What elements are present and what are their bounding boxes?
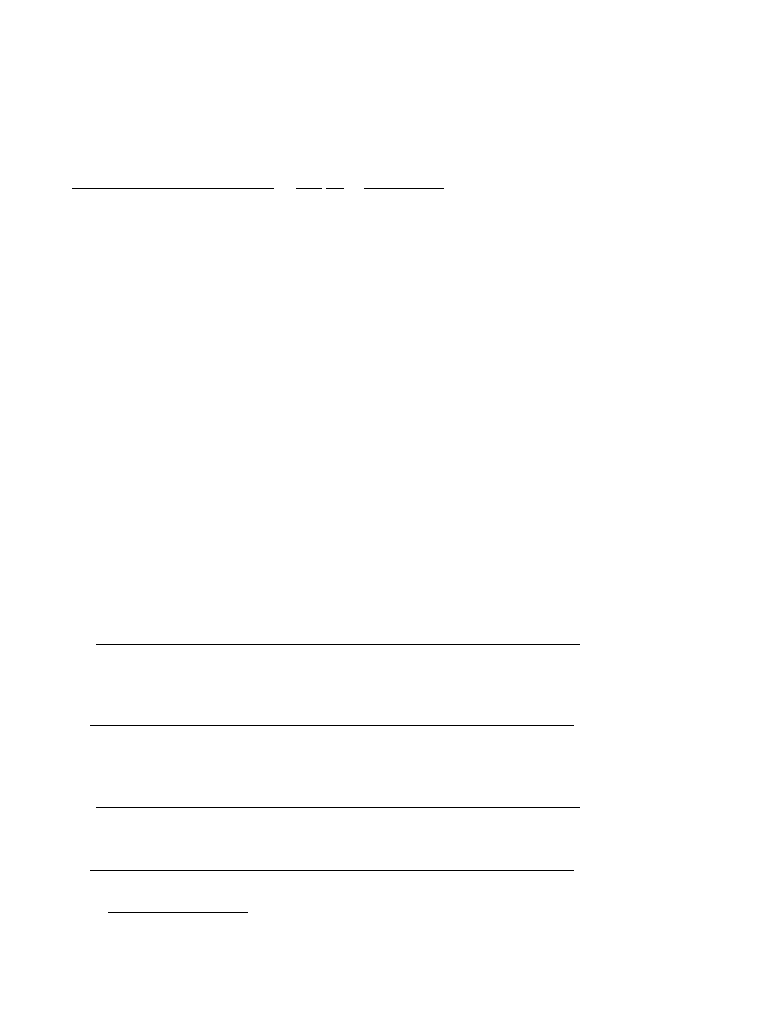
- answer-b: [90, 711, 574, 731]
- question-a: [96, 610, 100, 627]
- answer-d-field[interactable]: [90, 856, 574, 871]
- answer-c-field[interactable]: [96, 793, 580, 808]
- day-date-field[interactable]: [364, 174, 444, 189]
- question-e: [96, 898, 248, 918]
- answer-b-field[interactable]: [90, 711, 574, 726]
- right-palm-border: [706, 56, 740, 960]
- answer-d: [90, 856, 574, 876]
- question-c: [96, 752, 100, 769]
- roll-field[interactable]: [296, 174, 322, 189]
- left-palm-border: [28, 56, 62, 960]
- answer-a: [96, 630, 580, 650]
- name-row: [62, 174, 444, 194]
- sec-field[interactable]: [326, 174, 344, 189]
- answer-e-field[interactable]: [108, 898, 248, 913]
- answer-c: [96, 793, 580, 813]
- question-b: [90, 671, 94, 688]
- top-palm-border: [28, 22, 742, 56]
- bottom-palm-border: [28, 958, 742, 992]
- answer-a-field[interactable]: [96, 630, 580, 645]
- subject-line: [74, 111, 78, 129]
- name-field[interactable]: [72, 174, 274, 189]
